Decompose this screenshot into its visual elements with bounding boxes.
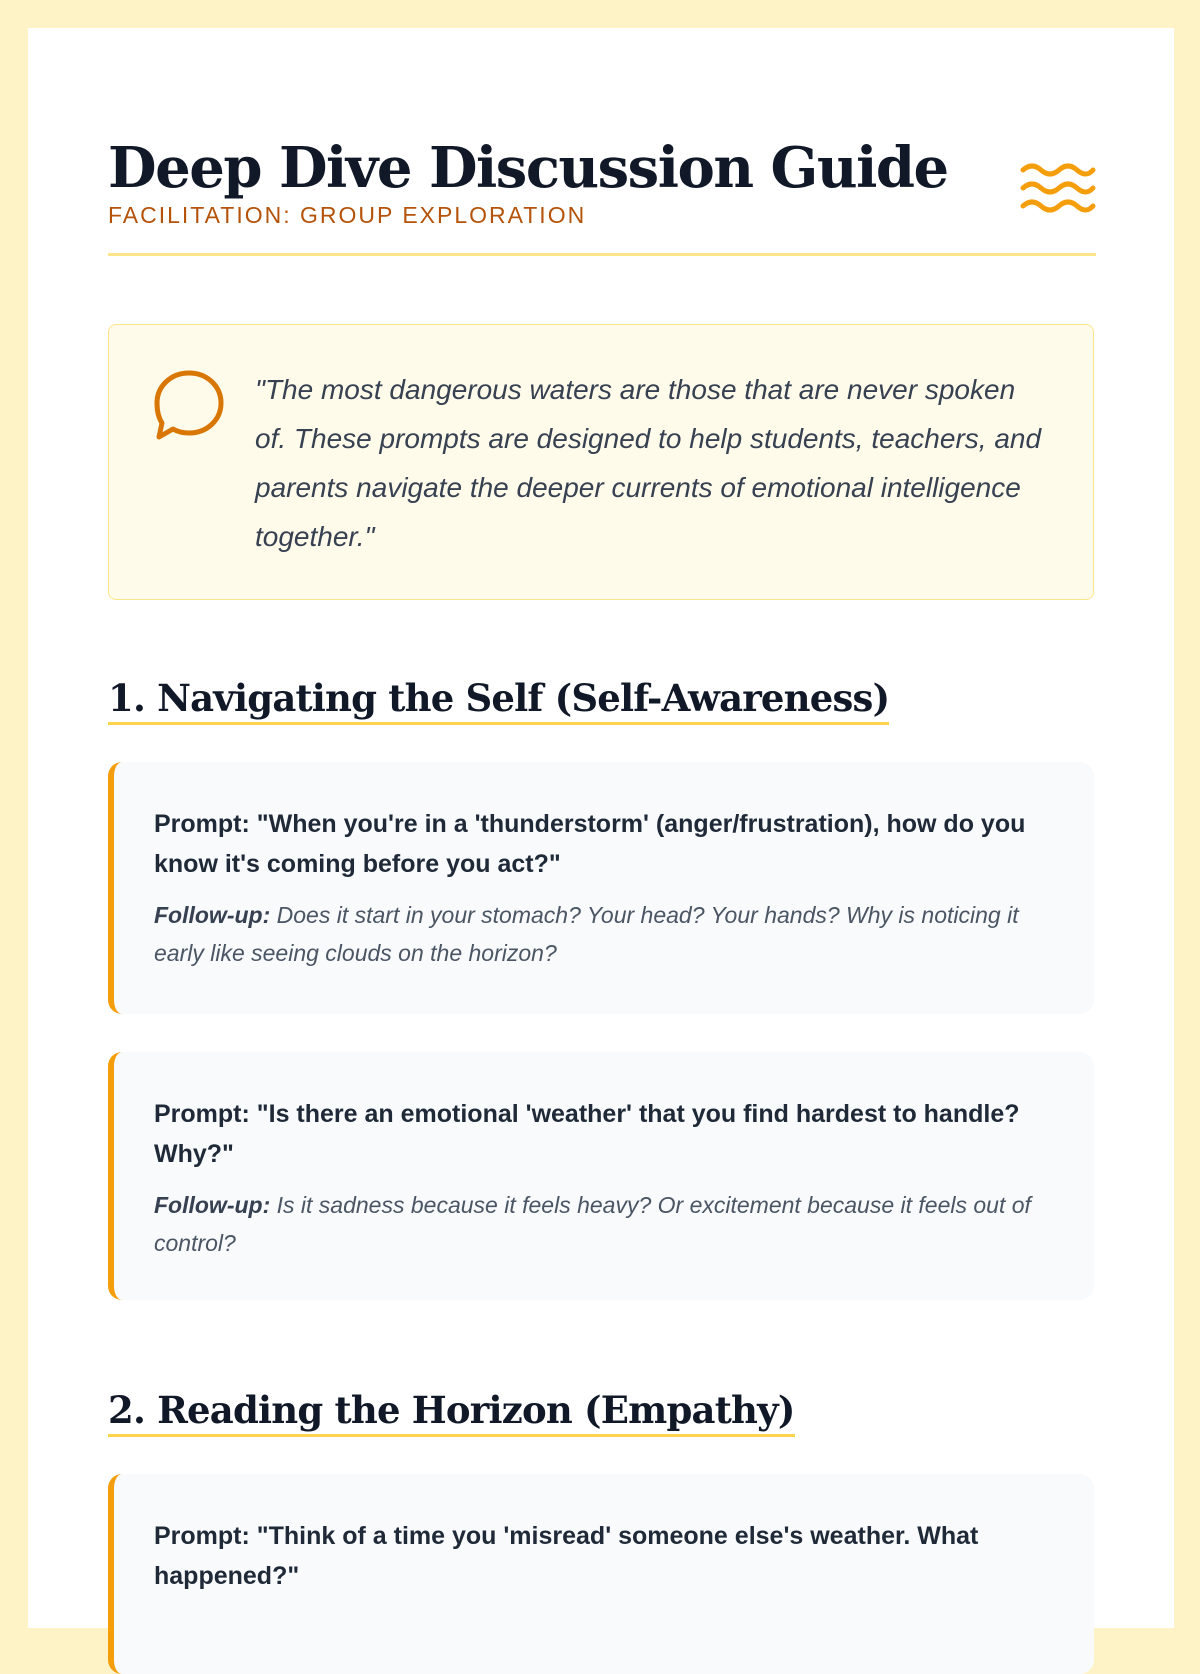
- speech-bubble-icon: [151, 367, 227, 443]
- intro-quote-box: [108, 324, 1094, 600]
- header-divider: [108, 253, 1096, 256]
- prompt-card: [108, 1474, 1094, 1674]
- prompt-text: Prompt: "Is there an emotional 'weather' that you find hardest to handle? Why?": [154, 1100, 1020, 1168]
- waves-icon: [1020, 158, 1096, 218]
- followup-body: Is it sadness because it feels heavy? Or excitement because it feels out of control?: [154, 1192, 1031, 1256]
- prompt-text: Prompt: "Think of a time you 'misread' someone else's weather. What happened?": [154, 1522, 979, 1590]
- section-title: 1. Navigating the Self (Self-Awareness): [108, 674, 889, 725]
- page-header: [108, 136, 1096, 229]
- page-subtitle: FACILITATION: GROUP EXPLORATION: [108, 202, 587, 228]
- followup-label: Follow-up:: [154, 1192, 271, 1218]
- intro-quote-text: "The most dangerous waters are those that are never spoken of. These prompts are designed to help students, teachers, and parents navigate the deeper currents of emotional intelligence together.": [255, 374, 1042, 552]
- followup-label: Follow-up:: [154, 902, 271, 928]
- page-title: Deep Dive Discussion Guide: [108, 135, 948, 201]
- prompt-card: [108, 762, 1094, 1014]
- guide-page: [28, 28, 1174, 1628]
- prompt-text: Prompt: "When you're in a 'thunderstorm' (anger/frustration), how do you know it's coming before you act?": [154, 810, 1026, 878]
- followup-text: [154, 896, 1034, 972]
- followup-text: [154, 1186, 1034, 1262]
- section-title: 2. Reading the Horizon (Empathy): [108, 1386, 795, 1437]
- prompt-card: [108, 1052, 1094, 1300]
- followup-body: Does it start in your stomach? Your head? Your hands? Why is noticing it early like seeing clouds on the horizon?: [154, 902, 1019, 966]
